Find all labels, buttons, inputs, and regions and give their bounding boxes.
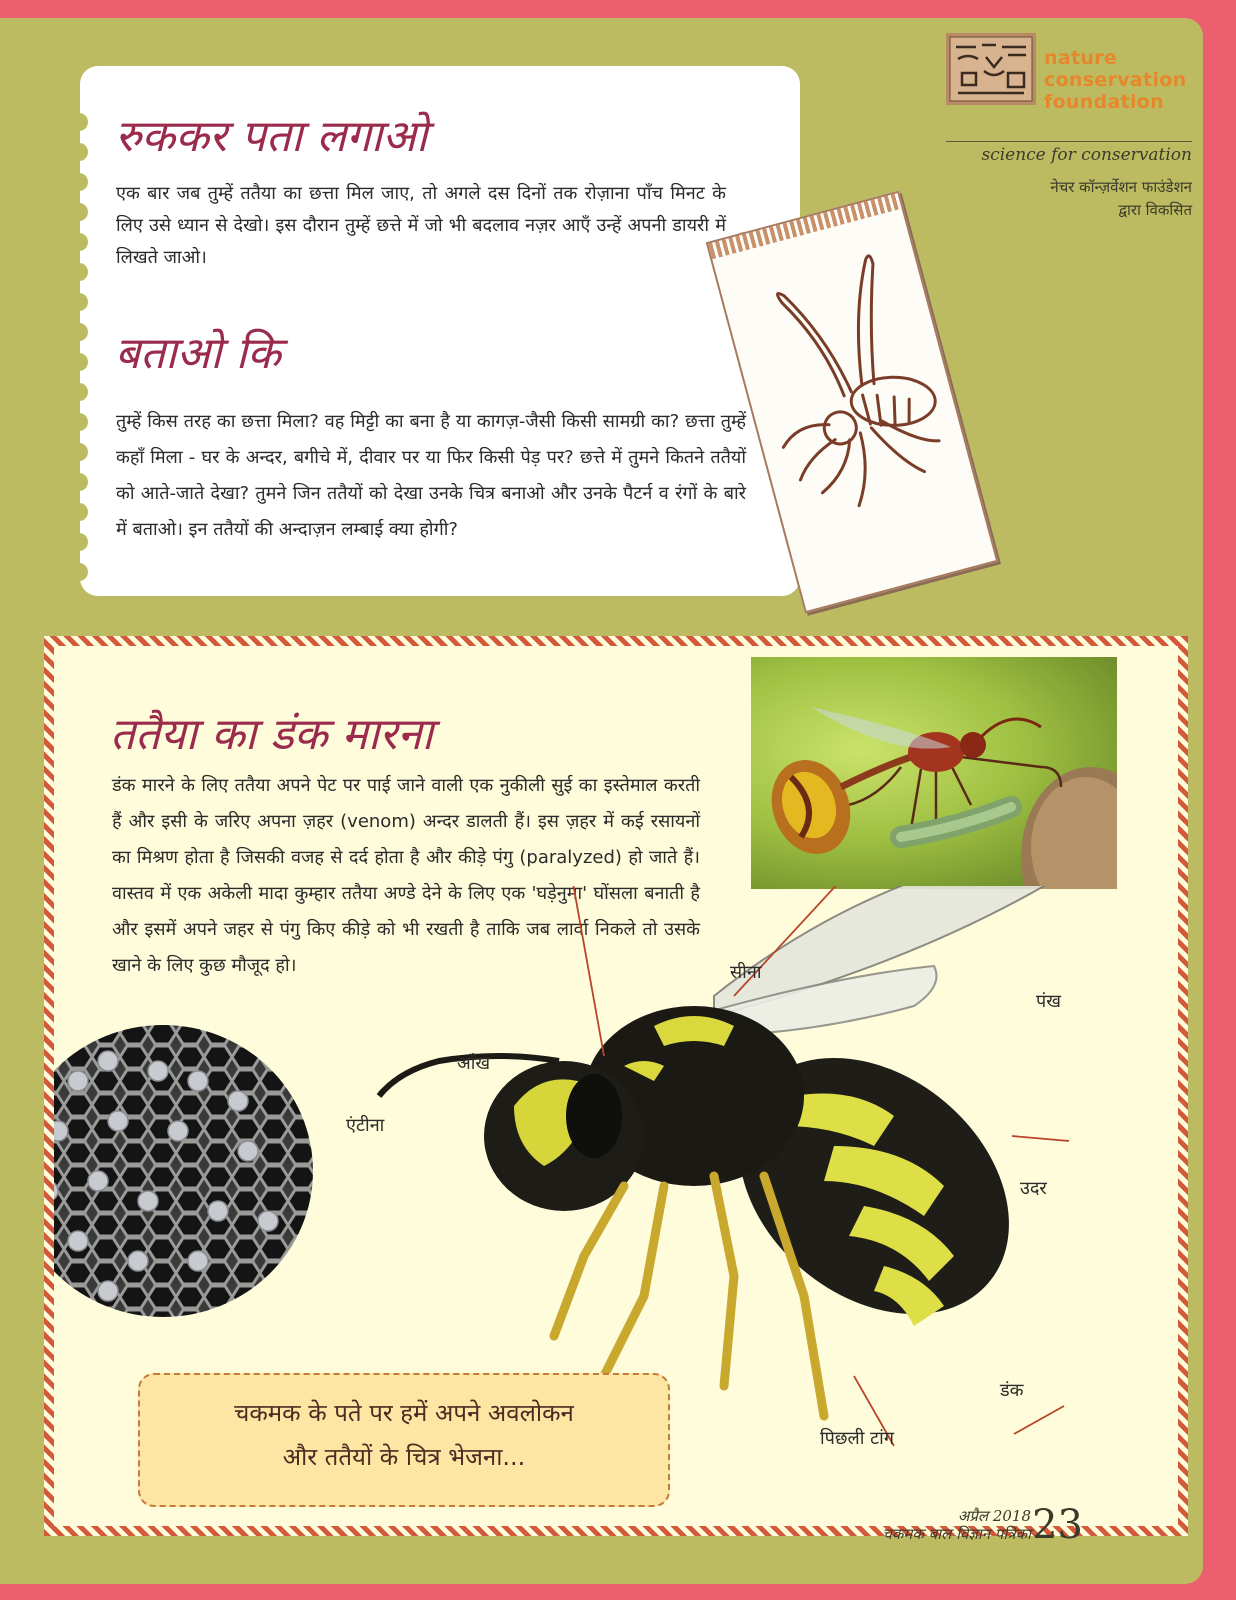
issue-date: अप्रैल 2018 (957, 1507, 1031, 1525)
sting-panel-body (54, 646, 1178, 1526)
punch-hole (70, 413, 88, 431)
logo-line-1: nature (1044, 47, 1118, 69)
punch-hole (70, 503, 88, 521)
heading-tell: बताओ कि (115, 328, 281, 379)
logo-line-3: foundation (1044, 91, 1164, 113)
page-number: 23 (1032, 1502, 1083, 1548)
observe-paragraph: एक बार जब तुम्हें ततैया का छत्ता मिल जाए, तो अगले दस दिनों तक रोज़ाना पाँच मिनट के लिए उसे ध्यान से देखो। इस दौरान तुम्हें छत्ते में जो भी बदलाव नज़र आएँ उन्हें अपनी डायरी में लिखते जाओ। (116, 183, 726, 268)
magazine-name: चकमक बाल विज्ञान पत्रिका (882, 1525, 1031, 1543)
punch-hole (70, 383, 88, 401)
label-sting: डंक (1000, 1380, 1024, 1401)
developed-by-text (946, 176, 1192, 222)
label-hind-leg: पिछली टांग (820, 1428, 894, 1449)
punch-hole (70, 113, 88, 131)
notebook-card (80, 66, 800, 596)
label-thorax: सीना (730, 962, 762, 983)
punch-hole (70, 563, 88, 581)
logo-line-2: conservation (1044, 69, 1187, 91)
logo-wordmark (1044, 47, 1203, 113)
punch-hole (70, 173, 88, 191)
punch-hole (70, 263, 88, 281)
logo-tagline: science for conservation (981, 145, 1192, 165)
heading-sting: ततैया का डंक मारना (110, 709, 434, 760)
sting-panel (44, 636, 1188, 1536)
label-antenna: एंटीना (346, 1115, 385, 1136)
punch-hole (70, 293, 88, 311)
potter-wasp-photo (751, 657, 1117, 889)
punch-hole (70, 353, 88, 371)
callout-line-1: चकमक के पते पर हमें अपने अवलोकन (234, 1399, 574, 1427)
developed-by-line-2: द्वारा विकसित (1118, 201, 1192, 219)
potter-wasp-image (751, 657, 1117, 889)
punch-hole (70, 323, 88, 341)
punch-hole (70, 533, 88, 551)
wasp-nest-image (54, 1021, 318, 1321)
sting-paragraph: डंक मारने के लिए ततैया अपने पेट पर पाई जाने वाली एक नुकीली सुई का इस्तेमाल करती हैं और इसी के जरिए अपना ज़हर (venom) अन्दर डालती हैं। इस ज़हर में कई रसायनों का मिश्रण होता है जिसकी वजह से दर्द होता है और कीड़े पंगु (paralyzed) हो जाते हैं। वास्तव में एक अकेली मादा कुम्हार ततैया अण्डे देने के लिए एक 'घड़ेनुमा' घोंसला बनाती है और इसमें अपने जहर से पंगु किए कीड़े को भी रखती है ताकि जब लार्वा निकले तो उसके खाने के लिए कुछ मौजूद हो। (112, 775, 700, 976)
logo-emblem-icon (946, 33, 1036, 105)
send-observations-callout (138, 1373, 670, 1507)
punch-hole (70, 233, 88, 251)
developed-by-line-1: नेचर कॉन्ज़र्वेशन फाउंडेशन (1050, 178, 1192, 196)
punch-hole (70, 473, 88, 491)
label-wing: पंख (1036, 991, 1061, 1012)
callout-line-2: और ततैयों के चित्र भेजना... (282, 1443, 526, 1471)
questions-paragraph: तुम्हें किस तरह का छत्ता मिला? वह मिट्टी का बना है या कागज़-जैसी किसी सामग्री का? छत्ता तुम्हें कहाँ मिला - घर के अन्दर, बगीचे में, दीवार पर या फिर किसी पेड़ पर? छत्ते में तुमने कितने ततैयों को आते-जाते देखा? तुमने जिन ततैयों को देखा उनके चित्र बनाओ और उनके पैटर्न व रंगों के बारे में बताओ। इन ततैयों की अन्दाज़न लम्बाई क्या होगी? (116, 411, 746, 540)
logo-divider (946, 141, 1192, 142)
punch-hole (70, 143, 88, 161)
label-abdomen: उदर (1020, 1178, 1047, 1199)
heading-observe: रुककर पता लगाओ (115, 111, 428, 162)
notebook-holes (70, 113, 92, 633)
punch-hole (70, 443, 88, 461)
page-background (0, 18, 1203, 1584)
punch-hole (70, 203, 88, 221)
label-eye: आँख (457, 1053, 491, 1074)
